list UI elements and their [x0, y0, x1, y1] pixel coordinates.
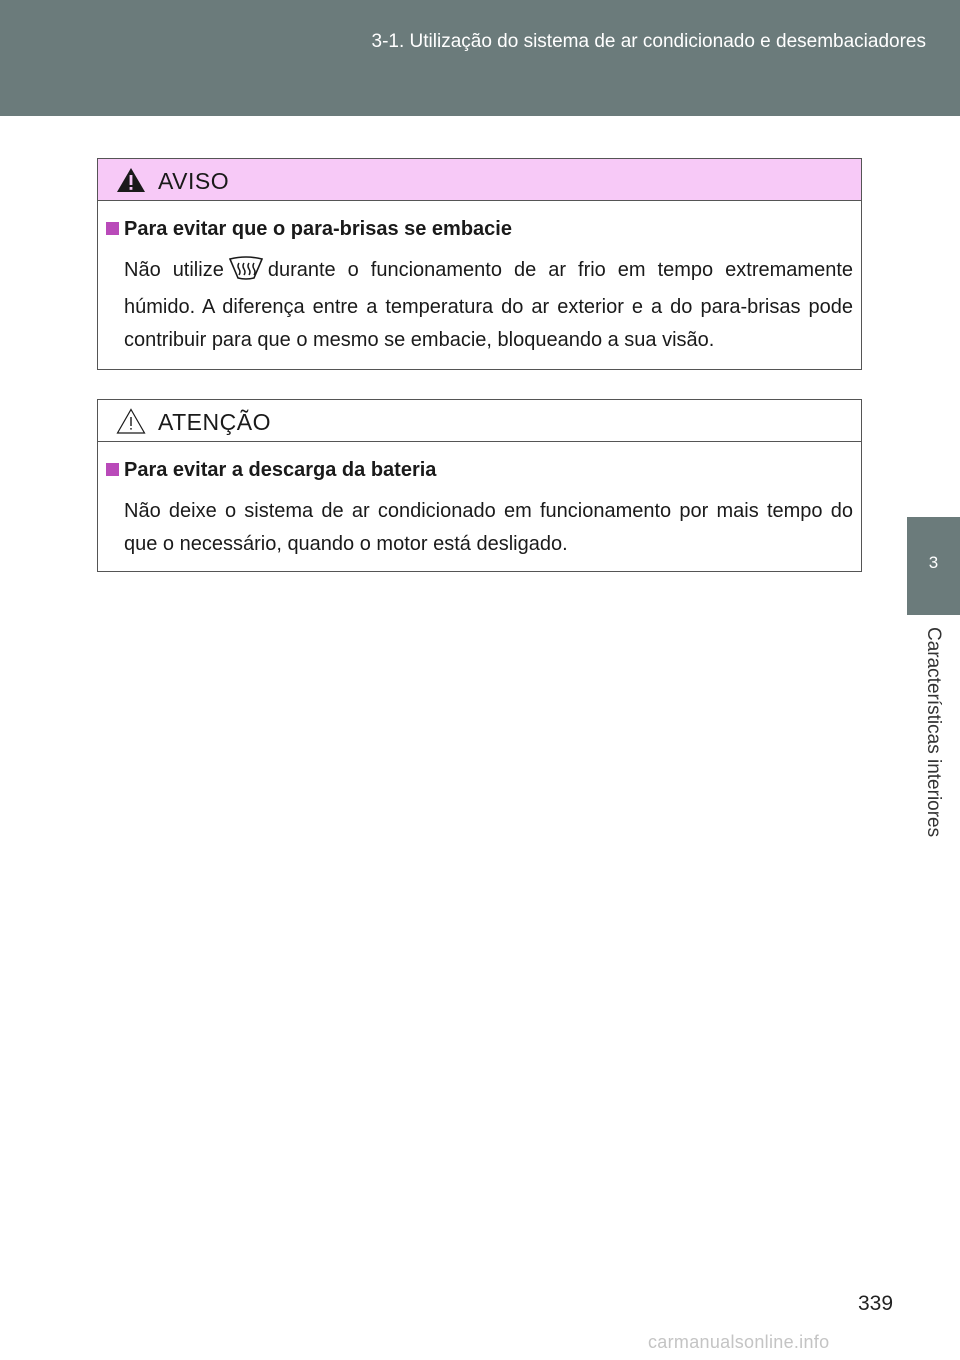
chapter-label-text: Características interiores [923, 627, 944, 838]
watermark: carmanualsonline.info [648, 1332, 830, 1352]
caution-title: ATENÇÃO [158, 409, 271, 435]
page-header [0, 0, 960, 116]
windshield-defroster-icon [228, 256, 264, 291]
warning-text-start: Não utilize [124, 259, 224, 281]
warning-subheading-text: Para evitar que o para-brisas se embacie [124, 218, 512, 240]
warning-text [124, 254, 853, 357]
section-title: 3-1. Utilização do sistema de ar condicionado e desembaciadores [371, 31, 926, 52]
chapter-label [907, 627, 960, 857]
caution-text: Não deixe o sistema de ar condicionado em funcionamento por mais tempo do que o necessário, quando o motor está desligado. [124, 500, 853, 555]
caution-box-header [98, 400, 861, 442]
caution-box [97, 399, 862, 572]
square-bullet-icon [106, 222, 119, 235]
warning-text-end: durante o funcionamento de ar frio em tempo extremamente húmido. A diferença entre a temperatura do ar exterior e a do para-brisas pode contribuir para que o mesmo se embacie, bloqueando a sua visão. [124, 259, 853, 351]
caution-subheading-text: Para evitar a descarga da bateria [124, 459, 437, 481]
chapter-tab [907, 517, 960, 615]
warning-triangle-icon [116, 167, 146, 193]
chapter-number: 3 [928, 553, 939, 572]
caution-subheading [98, 459, 861, 482]
warning-box [97, 158, 862, 370]
page-number: 339 [858, 1292, 894, 1315]
warning-title: AVISO [158, 168, 230, 194]
warning-box-header [98, 159, 861, 201]
warning-subheading [98, 218, 861, 241]
caution-triangle-icon [116, 408, 146, 434]
square-bullet-icon [106, 463, 119, 476]
